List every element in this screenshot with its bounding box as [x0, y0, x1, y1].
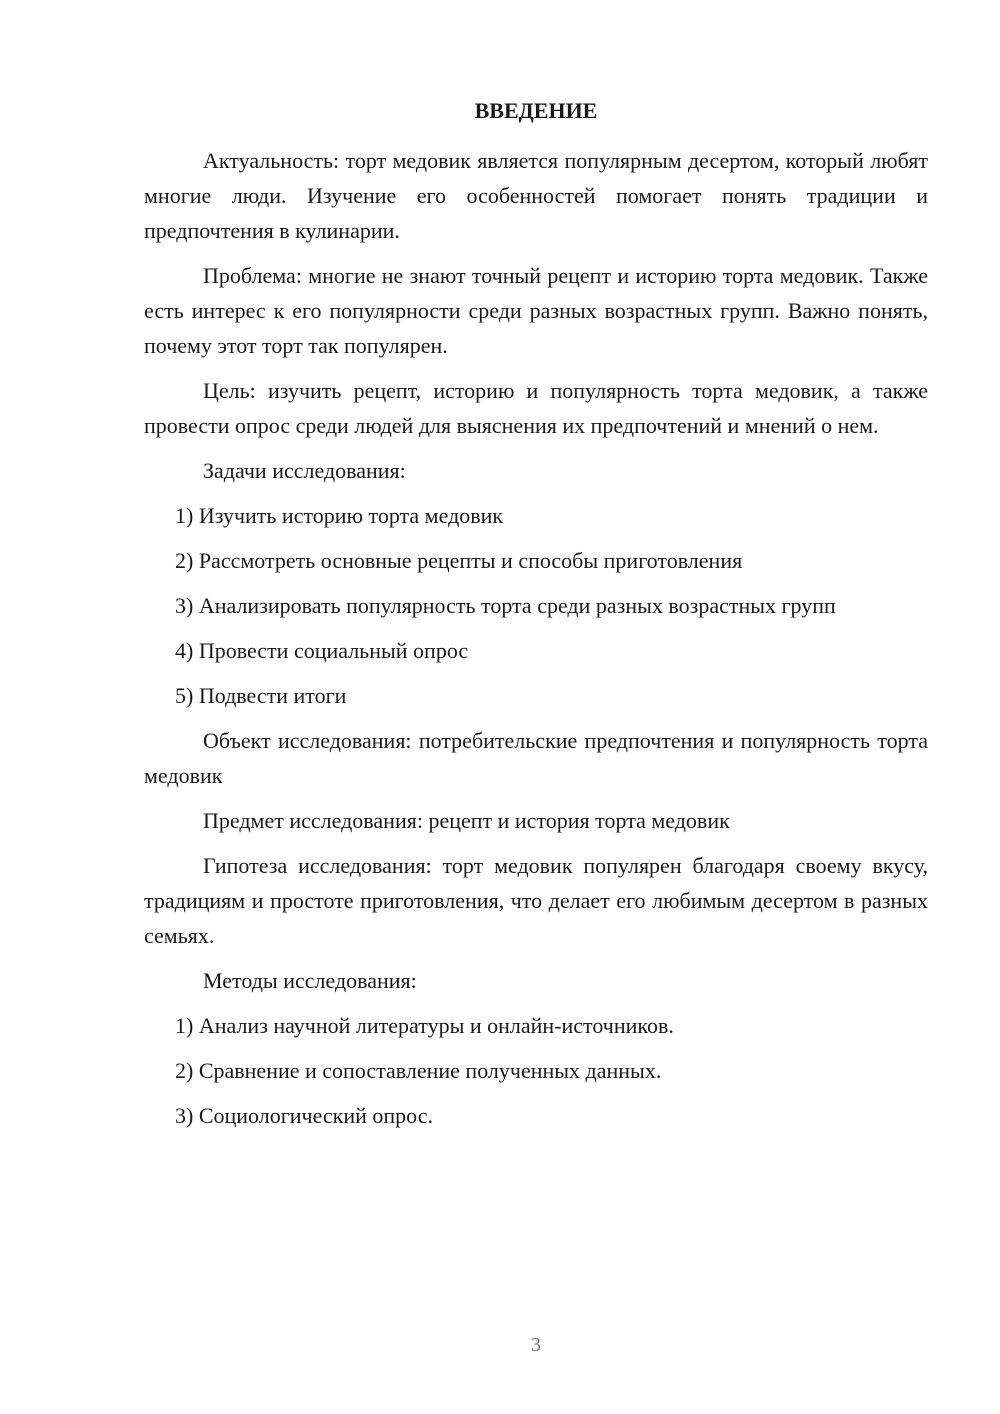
object-paragraph: Объект исследования: потребительские предпочтения и популярность торта медовик [144, 728, 928, 788]
method-item: 1) Анализ научной литературы и онлайн-источников. [175, 1013, 674, 1038]
methods-heading: Методы исследования: [203, 968, 417, 993]
task-item: 4) Провести социальный опрос [175, 638, 469, 663]
goal-paragraph: Цель: изучить рецепт, историю и популярность торта медовик, а также провести опрос среди людей для выяснения их предпочтений и мнений о нем. [144, 378, 928, 438]
problem-paragraph: Проблема: многие не знают точный рецепт и историю торта медовик. Также есть интерес к его популярности среди разных возрастных групп. Важно понять, почему этот торт так популярен. [144, 263, 928, 358]
relevance-paragraph: Актуальность: торт медовик является популярным десертом, который любят многие люди. Изучение его особенностей помогает понять традиции и предпочтения в кулинарии. [144, 148, 928, 243]
method-item: 3) Социологический опрос. [175, 1103, 433, 1128]
task-item: 2) Рассмотреть основные рецепты и способы приготовления [175, 548, 743, 573]
page-content [144, 143, 928, 1143]
task-item: 1) Изучить историю торта медовик [175, 503, 504, 528]
method-item: 2) Сравнение и сопоставление полученных данных. [175, 1058, 662, 1083]
subject-paragraph: Предмет исследования: рецепт и история торта медовик [203, 808, 730, 833]
task-item: 5) Подвести итоги [175, 683, 347, 708]
task-item: 3) Анализировать популярность торта среди разных возрастных групп [175, 593, 836, 618]
hypothesis-paragraph: Гипотеза исследования: торт медовик популярен благодаря своему вкусу, традициям и простоте приготовления, что делает его любимым десертом в разных семьях. [144, 853, 928, 948]
page-number: 3 [531, 1334, 541, 1356]
page-title: ВВЕДЕНИЕ [474, 98, 598, 123]
tasks-heading: Задачи исследования: [203, 458, 406, 483]
